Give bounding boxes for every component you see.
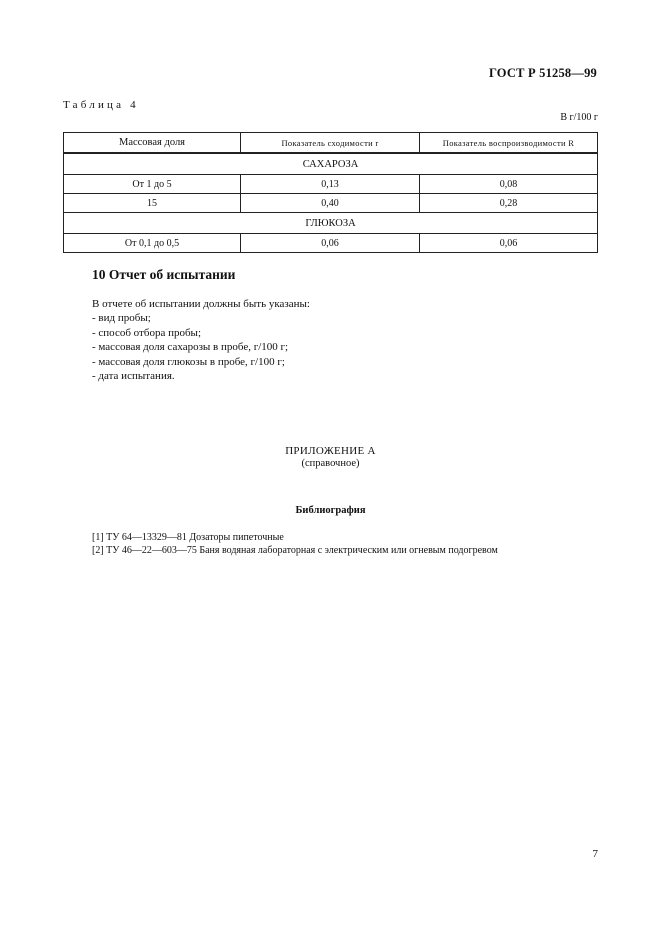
cell-reproducibility: 0,28: [420, 194, 598, 213]
reference-list: [92, 531, 498, 557]
cell-reproducibility: 0,06: [420, 234, 598, 253]
cell-repeatability: 0,13: [241, 175, 420, 194]
cell-repeatability: 0,40: [241, 194, 420, 213]
cell-mass-fraction: 15: [64, 194, 241, 213]
bibliography-title: Библиография: [295, 505, 366, 516]
body-line: В отчете об испытании должны быть указаны:: [92, 298, 310, 310]
list-item: - массовая доля сахарозы в пробе, г/100 г;: [92, 341, 289, 354]
reference-item: [1] ТУ 64—13329—81 Дозаторы пипеточные: [92, 532, 284, 543]
repeatability-table: [63, 132, 598, 253]
list-item: - способ отбора пробы;: [92, 326, 202, 339]
standard-code: ГОСТ Р 51258—99: [488, 66, 597, 80]
table-header-row: [64, 133, 598, 153]
table-row: [64, 194, 598, 213]
list-item: - массовая доля глюкозы в пробе, г/100 г;: [92, 355, 285, 368]
appendix-subtitle: (справочное): [301, 458, 360, 469]
column-header-repeatability: Показатель сходимости r: [241, 133, 420, 153]
list-item: - вид пробы;: [92, 312, 151, 325]
section-title: 10 Отчет об испытании: [92, 267, 236, 282]
cell-repeatability: 0,06: [241, 234, 420, 253]
cell-mass-fraction: От 0,1 до 0,5: [64, 234, 241, 253]
appendix-title: ПРИЛОЖЕНИЕ А: [285, 445, 376, 457]
column-header-reproducibility: Показатель воспроизводимости R: [420, 133, 598, 153]
cell-reproducibility: 0,08: [420, 175, 598, 194]
table-row: [64, 175, 598, 194]
group-label-glucose: ГЛЮКОЗА: [64, 213, 598, 234]
group-label-sucrose: САХАРОЗА: [64, 154, 598, 175]
reference-item: [2] ТУ 46—22—603—75 Баня водяная лабораторная с электрическим или огневым подогревом: [92, 545, 498, 556]
list-item: - дата испытания.: [92, 370, 175, 383]
page-number: 7: [592, 848, 598, 860]
section-body: [92, 297, 310, 383]
cell-mass-fraction: От 1 до 5: [64, 175, 241, 194]
table-row: [64, 234, 598, 253]
table-caption: Таблица 4: [63, 99, 139, 111]
column-header-mass-fraction: Массовая доля: [64, 133, 241, 153]
table-unit: В г/100 г: [560, 112, 598, 123]
table-group-row: [64, 213, 598, 234]
table-group-row: [64, 154, 598, 175]
